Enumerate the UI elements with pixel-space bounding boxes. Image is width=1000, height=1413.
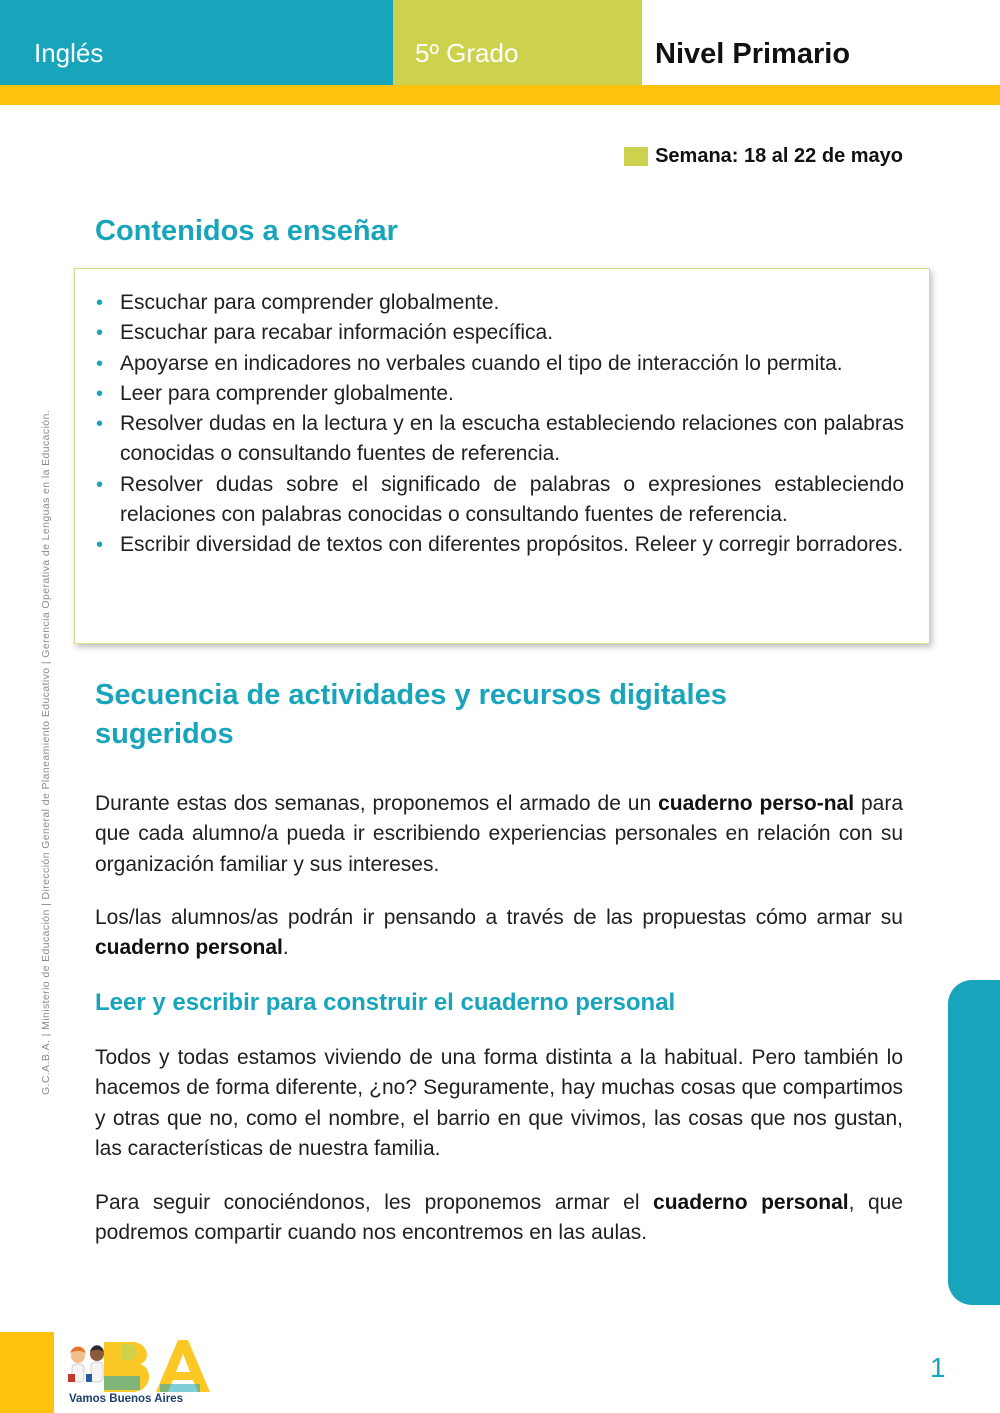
list-item-text: Escuchar para recabar información específica.	[120, 321, 554, 345]
list-item	[94, 379, 904, 409]
reading-p2-bold: cuaderno personal	[653, 1191, 849, 1214]
contents-box	[74, 268, 930, 644]
header-stripe	[0, 85, 1000, 105]
list-item	[94, 288, 904, 318]
week-marker	[624, 147, 648, 166]
logo-text: Vamos Buenos Aires	[69, 1393, 183, 1405]
list-item	[94, 409, 904, 470]
sequence-p2-text-c: .	[282, 936, 289, 960]
sequence-p1-bold: cuaderno perso-nal	[658, 792, 855, 815]
bullet-icon: •	[96, 382, 104, 405]
reading-title: Leer y escribir para construir el cuaderno personal	[95, 989, 676, 1016]
list-item-text: Leer para comprender globalmente.	[120, 381, 454, 405]
section-tab	[948, 980, 1000, 1305]
list-item	[94, 318, 904, 348]
reading-paragraph-2	[95, 1188, 903, 1249]
list-item	[94, 349, 904, 379]
sequence-p1-text-a: Durante estas dos semanas, proponemos el armado de un	[95, 792, 659, 815]
sequence-p1-text-c: para que cada alumno/a pueda ir escribiendo experiencias personales en relación con su organización familiar y sus intereses.	[95, 792, 903, 876]
sequence-title-line2: sugeridos	[95, 718, 234, 750]
list-item	[94, 530, 904, 560]
sequence-p2-bold: cuaderno personal	[95, 936, 283, 960]
sequence-title	[95, 676, 727, 754]
grade-label: 5º Grado	[393, 0, 642, 85]
contents-title: Contenidos a enseñar	[95, 215, 398, 247]
subject-label: Inglés	[0, 0, 393, 85]
bullet-icon: •	[96, 292, 104, 314]
footer-yellow-block	[0, 1332, 54, 1413]
bullet-icon: •	[96, 413, 104, 436]
sequence-paragraph-2	[95, 903, 903, 964]
list-item-text: Resolver dudas sobre el significado de palabras o expresiones estableciendo relaciones con palabras conocidas o consultando fuentes de referencia.	[120, 472, 904, 527]
sequence-paragraph-1	[95, 789, 903, 880]
page-header	[0, 0, 1000, 85]
reading-p2-text-a: Para seguir conociéndonos, les proponemos armar el	[95, 1191, 654, 1214]
list-item-text: Apoyarse en indicadores no verbales cuando el tipo de interacción lo permita.	[120, 351, 843, 375]
level-label: Nivel Primario	[642, 0, 1000, 85]
reading-p2-text-c: , que podremos compartir cuando nos encontremos en las aulas.	[95, 1191, 903, 1245]
list-item-text: Escuchar para comprender globalmente.	[120, 291, 500, 314]
bullet-icon: •	[96, 352, 104, 375]
side-credit-note: G.C.A.B.A. | Ministerio de Educación | Dirección General de Planeamiento Educativo | Gerencia Operativa de Lenguas en la Educación.	[40, 409, 52, 1095]
bullet-icon: •	[96, 534, 104, 557]
page-number: 1	[930, 1352, 946, 1383]
sequence-p2-text-a: Los/las alumnos/as podrán ir pensando a través de las propuestas cómo armar su	[95, 906, 903, 929]
sequence-title-line1: Secuencia de actividades y recursos digitales	[95, 679, 727, 711]
reading-paragraph-1: Todos y todas estamos viviendo de una forma distinta a la habitual. Pero también lo hacemos de forma diferente, ¿no? Seguramente, hay muchas cosas que compartimos y otras que no, como el nombre, el barrio en que vivimos, las cosas que nos gustan, las características de nuestra familia.	[95, 1046, 903, 1160]
contents-list	[94, 288, 904, 561]
list-item-text: Escribir diversidad de textos con diferentes propósitos. Releer y corregir borradores.	[120, 533, 904, 557]
list-item	[94, 470, 904, 531]
list-item-text: Resolver dudas en la lectura y en la escucha estableciendo relaciones con palabras conocidas o consultando fuentes de referencia.	[120, 412, 904, 466]
week-text: Semana: 18 al 22 de mayo	[655, 145, 903, 167]
section-tab-label: Plan de clases semanales	[12, 1024, 34, 1270]
bullet-icon: •	[96, 322, 104, 345]
bullet-icon: •	[96, 473, 104, 496]
week-indicator	[624, 145, 903, 168]
